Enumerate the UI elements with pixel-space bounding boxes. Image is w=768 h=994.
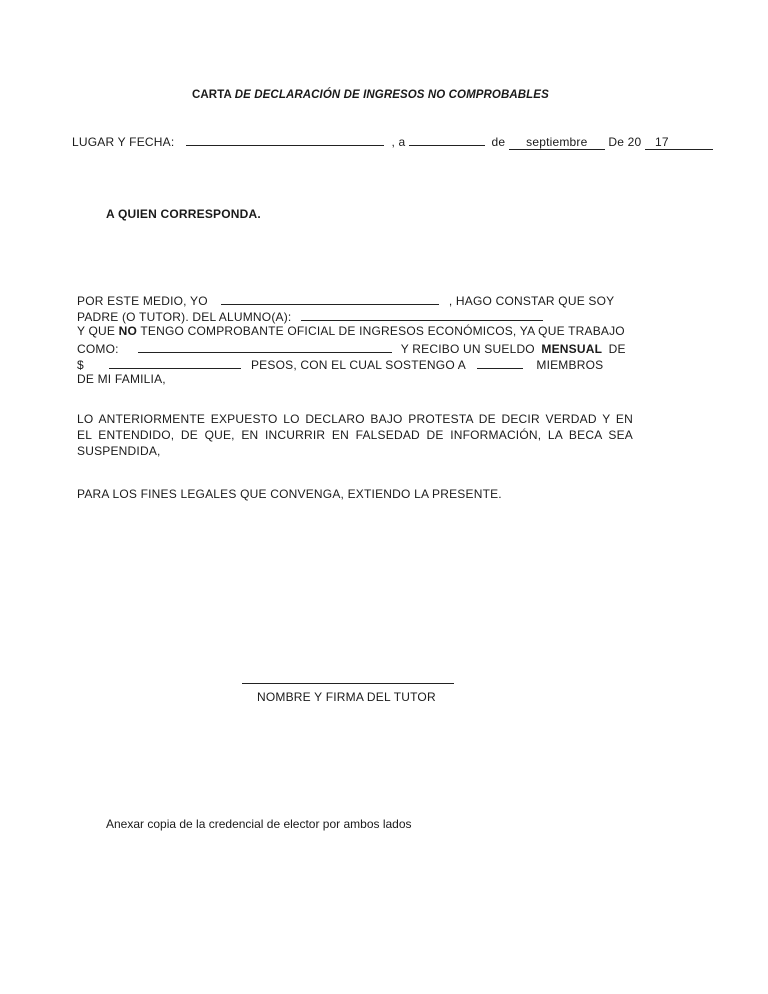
salary-field[interactable]: [109, 356, 241, 369]
p1-line4-text-b: Y RECIBO UN SUELDO: [400, 342, 535, 356]
de-label: de: [491, 135, 506, 149]
p1-line1-text-b: , HAGO CONSTAR QUE SOY: [448, 294, 615, 308]
document-title: [192, 89, 549, 101]
p1-line1-text-a: POR ESTE MEDIO, YO: [77, 294, 208, 308]
p1-line-5: [77, 356, 603, 372]
signature-label: NOMBRE Y FIRMA DEL TUTOR: [257, 690, 436, 704]
p1-line-1: [77, 292, 614, 308]
p1-line4-bold-mensual: MENSUAL: [541, 342, 603, 356]
p1-line4-text-c: DE: [608, 342, 626, 356]
year-field[interactable]: 17: [645, 136, 713, 150]
parent-name-field[interactable]: [221, 292, 439, 305]
title-word-carta: CARTA: [192, 89, 232, 101]
p1-line-3: [77, 324, 625, 338]
p1-line5-dollar: $: [77, 358, 84, 372]
p1-line3-text-a: Y QUE: [77, 324, 116, 338]
day-field[interactable]: [409, 133, 485, 146]
p1-line-2: [77, 308, 543, 324]
place-date-label: LUGAR Y FECHA:: [72, 135, 175, 149]
p1-line-4: [77, 340, 626, 356]
place-date-line: [72, 133, 713, 150]
p3-line: PARA LOS FINES LEGALES QUE CONVENGA, EXTIENDO LA PRESENTE.: [77, 487, 502, 501]
p1-line3-bold-no: NO: [118, 324, 138, 338]
place-field[interactable]: [186, 133, 384, 146]
de-20-label: De 20: [608, 135, 642, 149]
p2-line-1: LO ANTERIORMENTE EXPUESTO LO DECLARO BAJO PROTESTA DE DECIR VERDAD Y EN: [77, 412, 633, 426]
title-rest: DE DECLARACIÓN DE INGRESOS NO COMPROBABLES: [234, 89, 549, 101]
salutation: A QUIEN CORRESPONDA.: [106, 207, 261, 221]
p1-line2-text: PADRE (O TUTOR). DEL ALUMNO(A):: [77, 310, 292, 324]
p1-line5-text-b: PESOS, CON EL CUAL SOSTENGO A: [250, 358, 466, 372]
p2-line-3: SUSPENDIDA,: [77, 444, 161, 458]
p1-line4-text-a: COMO:: [77, 342, 119, 356]
p1-line-6: DE MI FAMILIA,: [77, 372, 166, 386]
signature-line[interactable]: [242, 683, 454, 684]
a-label: , a: [391, 135, 406, 149]
occupation-field[interactable]: [138, 340, 392, 353]
footnote: Anexar copia de la credencial de elector por ambos lados: [106, 817, 412, 831]
month-field[interactable]: septiembre: [509, 136, 605, 150]
p1-line5-text-c: MIEMBROS: [536, 358, 604, 372]
p1-line3-text-b: TENGO COMPROBANTE OFICIAL DE INGRESOS ECONÓMICOS, YA QUE TRABAJO: [140, 324, 625, 338]
p2-line-2: EL ENTENDIDO, DE QUE, EN INCURRIR EN FALSEDAD DE INFORMACIÓN, LA BECA SEA: [77, 428, 633, 442]
members-count-field[interactable]: [477, 356, 523, 369]
student-name-field[interactable]: [301, 308, 543, 321]
